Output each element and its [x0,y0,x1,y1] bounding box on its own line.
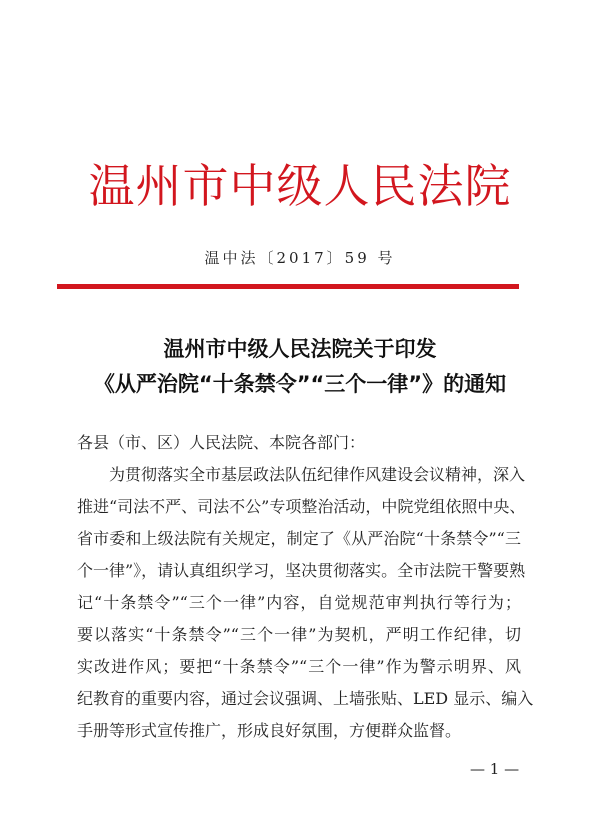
notice-title-line-2: 《从严治院“十条禁令”“三个一律”》的通知 [93,372,507,396]
recipient-line: 各县（市、区）人民法院、本院各部门： [77,433,366,452]
body-line: 记“十条禁令”“三个一律”内容，自觉规范审判执行等行为； [77,593,521,612]
body-line: 纪教育的重要内容，通过会议强调、上墙张贴、LED 显示、编入 [77,689,534,708]
notice-title-line-1: 温州市中级人民法院关于印发 [163,337,437,361]
body-line: 个一律”》，请认真组织学习，坚决贯彻落实。全市法院干警要熟 [77,561,526,580]
body-line: 要以落实“十条禁令”“三个一律”为契机，严明工作纪律，切 [77,625,521,644]
body-line: 手册等形式宣传推广，形成良好氛围，方便群众监督。 [77,721,462,740]
body-line: 推进“司法不严、司法不公”专项整治活动，中院党组依照中央、 [77,497,526,516]
doc-number: 温中法〔2017〕59 号 [204,249,396,267]
org-title: 温州市中级人民法院 [88,159,512,213]
page-number: — 1 — [470,760,520,778]
red-divider [57,284,519,289]
body-line: 省市委和上级法院有关规定，制定了《从严治院“十条禁令”“三 [77,529,521,548]
body-line: 为贯彻落实全市基层政法队伍纪律作风建设会议精神，深入 [109,465,526,484]
body-line: 实改进作风；要把“十条禁令”“三个一律”作为警示明界、风 [77,657,521,676]
